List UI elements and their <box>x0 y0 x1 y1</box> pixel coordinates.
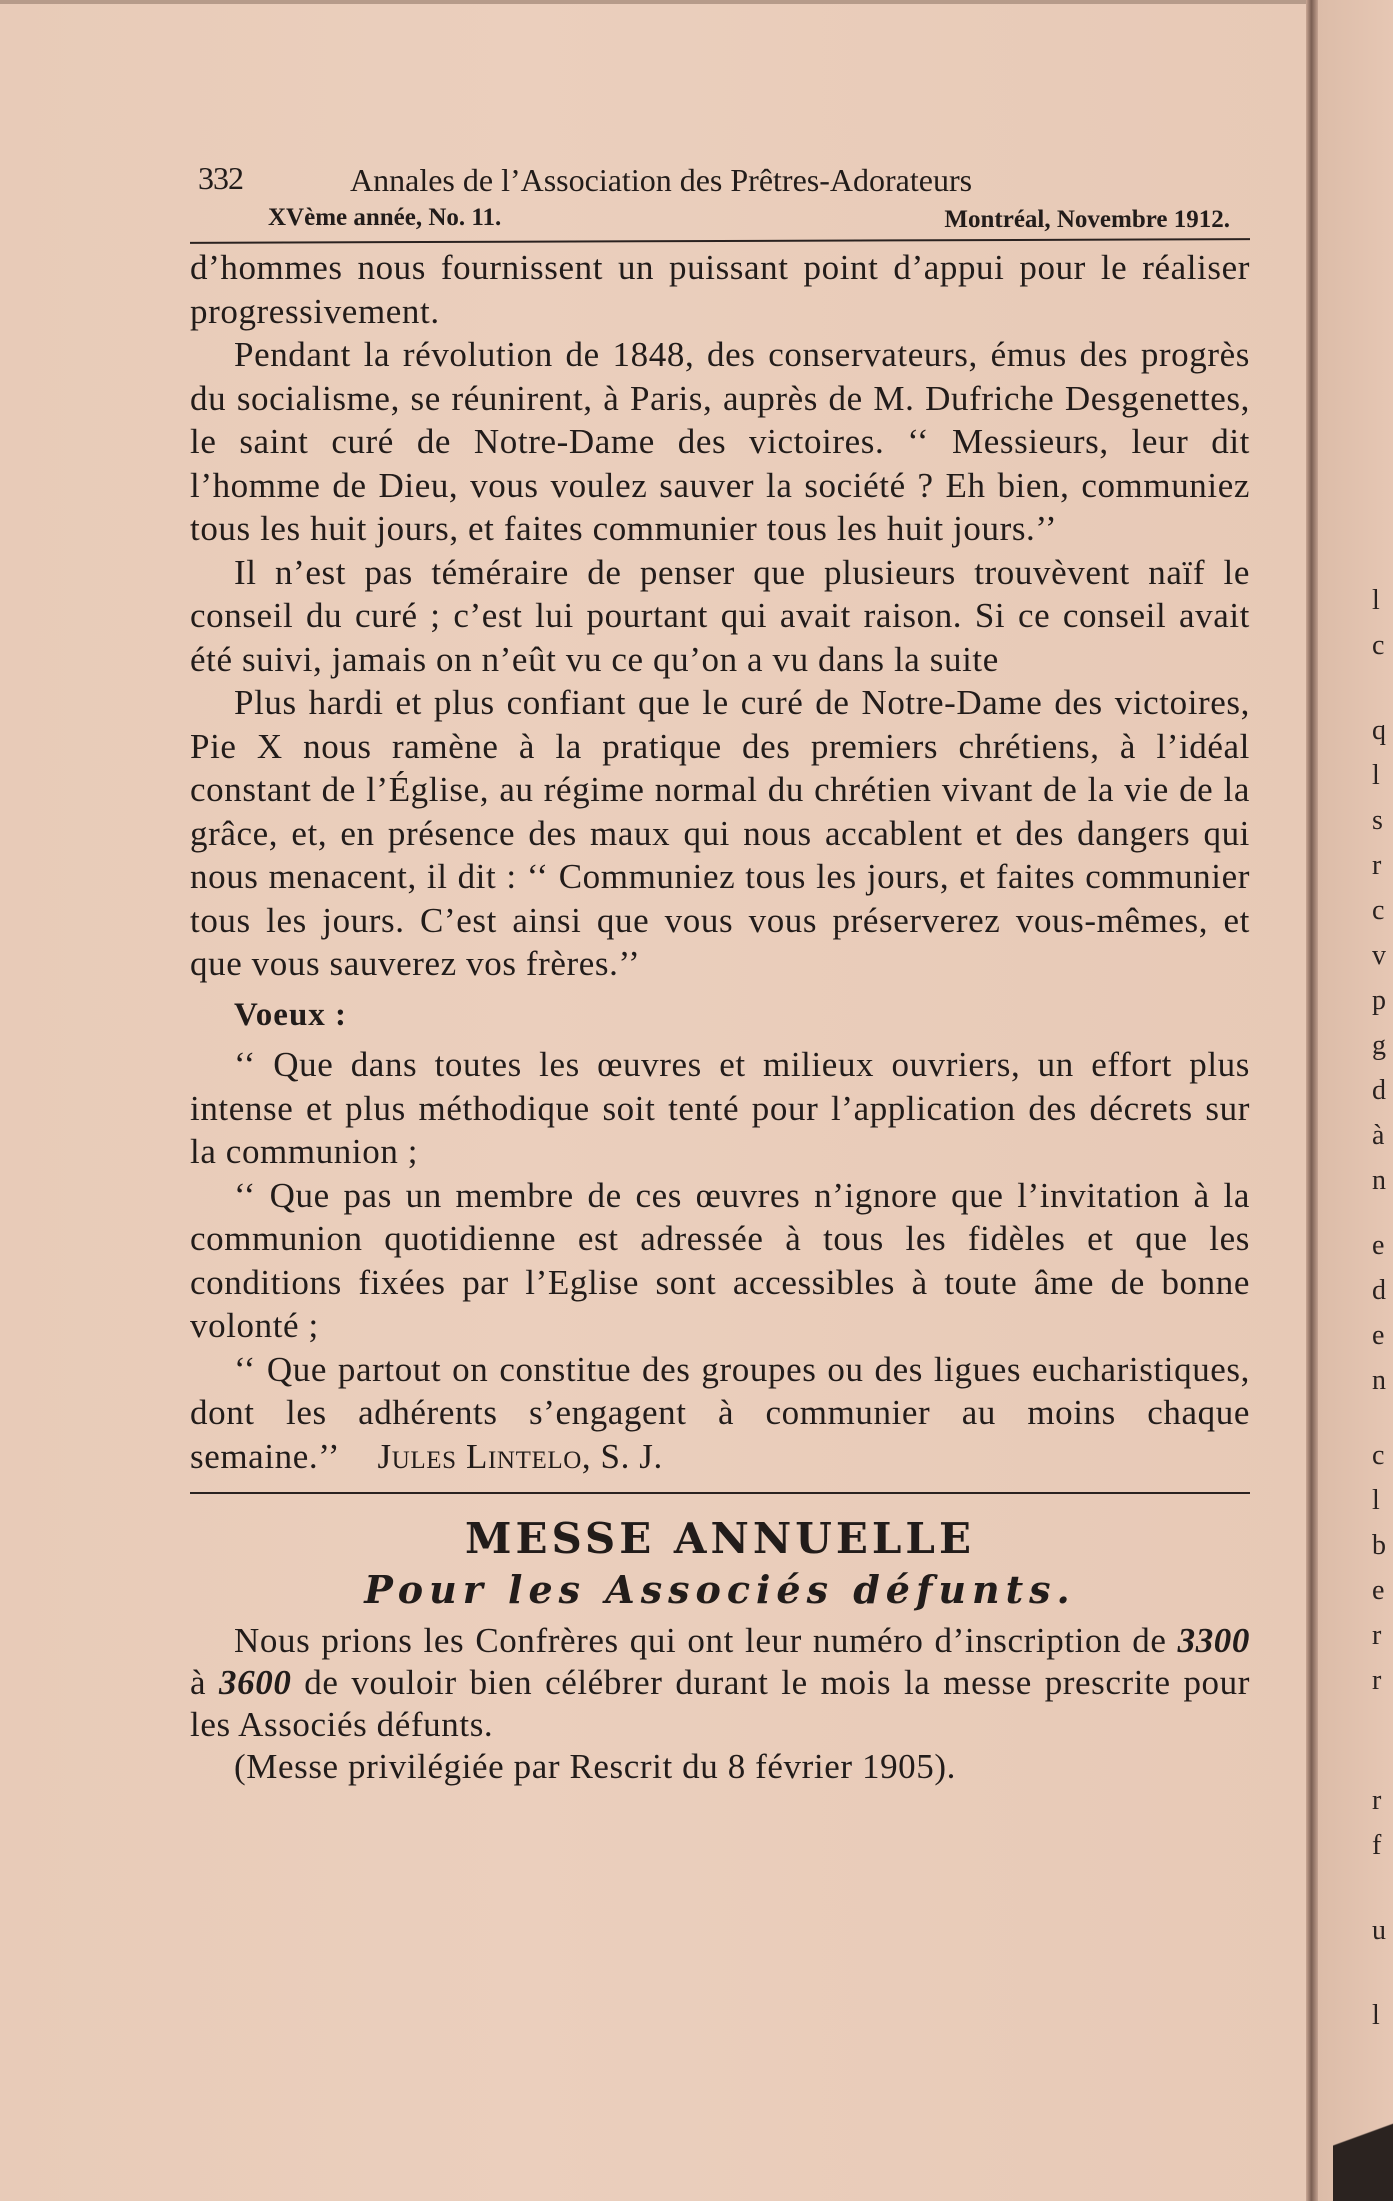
margin-letter: n <box>1372 1165 1386 1196</box>
margin-letter: p <box>1372 985 1386 1016</box>
margin-letter: b <box>1372 1530 1386 1561</box>
margin-letter: s <box>1372 805 1383 836</box>
margin-letter: c <box>1372 1440 1385 1471</box>
book-gutter <box>1306 0 1318 2201</box>
paragraph: Pendant la révolution de 1848, des conservateurs, émus des progrès du socialisme, se réunirent, à Paris, auprès de M. Dufriche Desgenettes, le saint curé de Notre-Dame des victoires. ‘‘ Messieurs, leur dit l’homme de Dieu, vous voulez sauver la société ? Eh bien, communiez tous les huit jours, et faites communier tous les huit jours.’’ <box>190 335 1250 548</box>
voeu-item: ‘‘ Que pas un membre de ces œuvres n’ignore que l’invitation à la communion quotidienne est adressée à tous les fidèles et que les conditions fixées par l’Eglise sont accessibles à toute âme de bonne volonté ; <box>190 1175 1250 1345</box>
margin-letter: d <box>1372 1075 1386 1106</box>
paragraph: d’hommes nous fournissent un puissant point d’appui pour le réaliser progressivement. <box>190 248 1250 331</box>
margin-letter: f <box>1372 1830 1382 1861</box>
margin-letter: l <box>1372 585 1380 616</box>
margin-letter: r <box>1372 850 1382 881</box>
messe-paragraph <box>190 1620 1250 1746</box>
header-rule <box>190 238 1250 244</box>
margin-letter: à <box>1372 1120 1385 1151</box>
top-edge <box>0 0 1310 4</box>
messe-body <box>190 1620 1250 1788</box>
margin-letter: n <box>1372 1365 1386 1396</box>
voeu-text: ‘‘ Que partout on constitue des groupes ou des ligues eucharistiques, dont les adhérents s’engagent à communier au moins chaque semaine.’’ <box>190 1349 1250 1476</box>
margin-letter: g <box>1372 1030 1386 1061</box>
messe-title: MESSE ANNUELLE <box>465 1514 975 1563</box>
margin-letter: l <box>1372 1485 1380 1516</box>
page-content <box>190 160 1250 1788</box>
margin-letter: v <box>1372 940 1386 971</box>
journal-title: Annales de l’Association des Prêtres-Adorateurs <box>350 162 973 198</box>
paragraph: Il n’est pas téméraire de penser que plusieurs trouvèvent naïf le conseil du curé ; c’est lui pourtant qui avait raison. Si ce conseil avait été suivi, jamais on n’eût vu ce qu’on a vu dans la suite <box>190 552 1250 679</box>
issue-line <box>190 204 1250 238</box>
article-body <box>190 246 1250 1478</box>
running-header <box>190 160 1250 204</box>
voeux-heading: Voeux : <box>234 996 348 1033</box>
margin-letter: q <box>1372 715 1386 746</box>
messe-subtitle: Pour les Associés défunts. <box>364 1567 1076 1612</box>
page-number: 332 <box>198 160 243 196</box>
margin-letter: r <box>1372 1665 1382 1696</box>
paragraph: Plus hardi et plus confiant que le curé de Notre-Dame des victoires, Pie X nous ramène à la pratique des premiers chrétiens, à l’idéal constant de l’Église, au régime normal du chrétien vivant de la vie de la grâce, et, en présence des maux qui nous accablent et des dangers qui nous menacent, il dit : ‘‘ Communiez tous les jours, et faites communier tous les jours. C’est ainsi que vous vous préserverez vous-mêmes, et que vous sauverez vos frères.’’ <box>190 683 1250 983</box>
margin-letter: d <box>1372 1275 1386 1306</box>
margin-letter: c <box>1372 630 1385 661</box>
voeu-item <box>190 1348 1250 1479</box>
margin-letter: e <box>1372 1320 1385 1351</box>
issue-number: XVème année, No. 11. <box>268 204 502 231</box>
section-rule <box>190 1492 1250 1494</box>
rescrit-note: (Messe privilégiée par Rescrit du 8 février 1905). <box>234 1747 956 1786</box>
number-to: 3600 <box>219 1663 292 1702</box>
margin-letter: r <box>1372 1620 1382 1651</box>
margin-letter: l <box>1372 2000 1380 2031</box>
page-corner-shadow <box>1333 2081 1393 2201</box>
margin-letter: e <box>1372 1230 1385 1261</box>
margin-letter: e <box>1372 1575 1385 1606</box>
author-signature: Jules Lintelo, S. J. <box>377 1436 663 1476</box>
number-from: 3300 <box>1177 1621 1250 1660</box>
messe-text: de vouloir bien célébrer durant le mois la messe prescrite pour les Associés défunts. <box>190 1663 1250 1744</box>
margin-letter: r <box>1372 1785 1382 1816</box>
place-date: Montréal, Novembre 1912. <box>944 206 1230 233</box>
margin-letter: c <box>1372 895 1385 926</box>
messe-text: Nous prions les Confrères qui ont leur numéro d’inscription de <box>234 1621 1167 1660</box>
margin-letter: u <box>1372 1915 1386 1946</box>
voeu-item: ‘‘ Que dans toutes les œuvres et milieux ouvriers, un effort plus intense et plus méthodique soit tenté pour l’application des décrets sur la communion ; <box>190 1045 1250 1171</box>
messe-text: à <box>190 1663 207 1702</box>
margin-letter: l <box>1372 760 1380 791</box>
